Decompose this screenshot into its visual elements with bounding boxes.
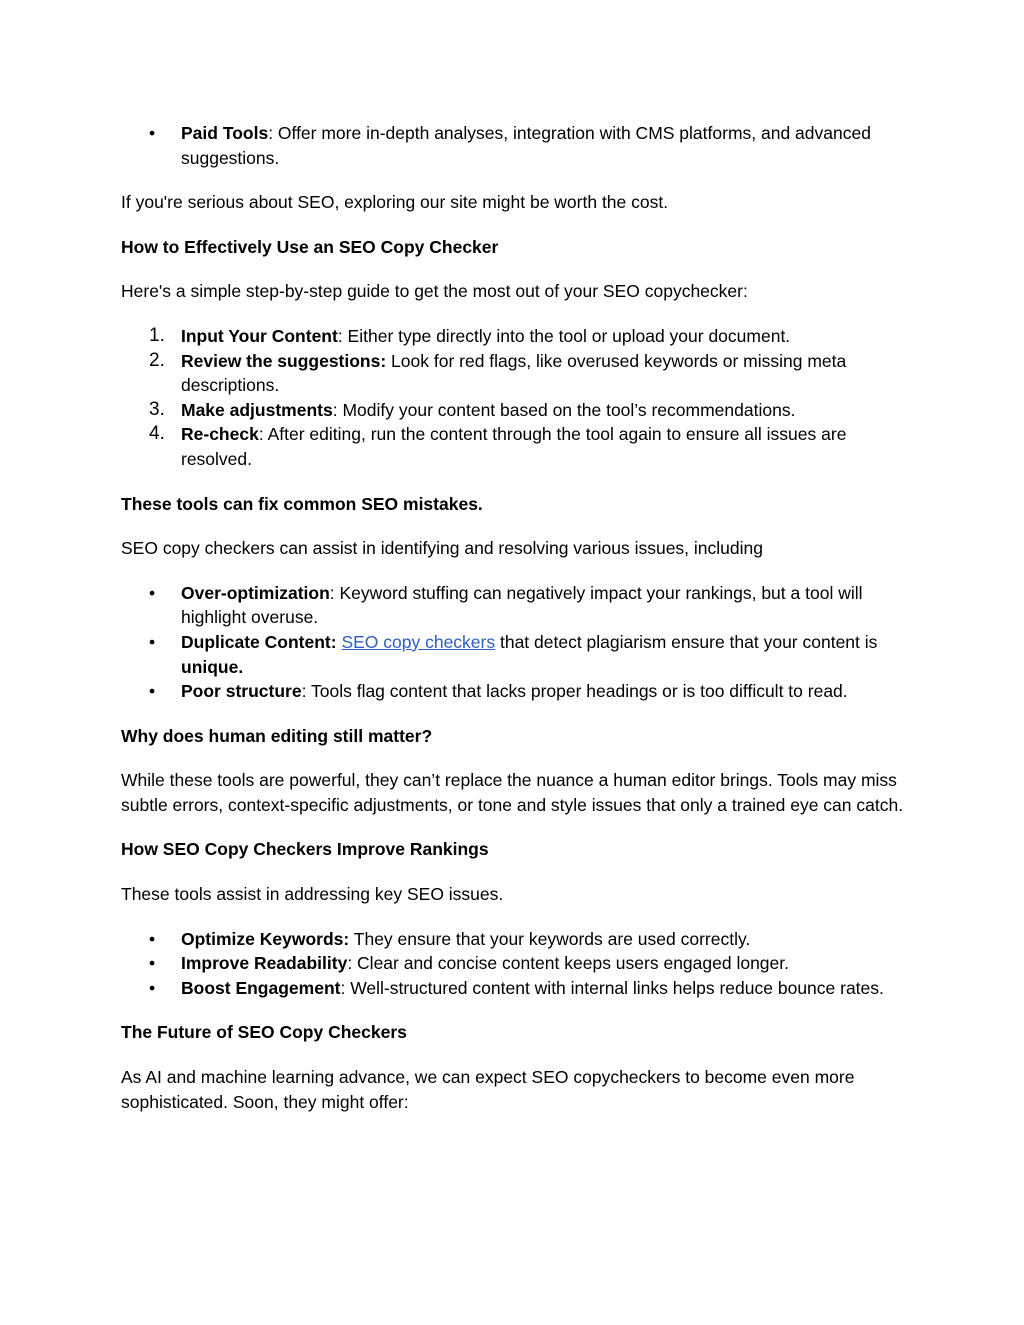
- list-item: [121, 121, 911, 170]
- rankings-list: [121, 927, 911, 1001]
- list-item-term: Duplicate Content:: [181, 631, 337, 652]
- list-item: [121, 324, 911, 349]
- list-item-term: Over-optimization: [181, 582, 330, 603]
- paragraph-future: As AI and machine learning advance, we can expect SEO copycheckers to become even more sophisticated. Soon, they might offer:: [121, 1067, 855, 1112]
- paragraph-guide: Here's a simple step-by-step guide to get the most out of your SEO copychecker:: [121, 281, 748, 302]
- heading-human-editing: Why does human editing still matter?: [121, 725, 433, 746]
- list-item-text: : Well-structured content with internal links helps reduce bounce rates.: [340, 977, 884, 998]
- list-item-text: : Tools flag content that lacks proper headings or is too difficult to read.: [301, 681, 848, 702]
- heading-effective-use: How to Effectively Use an SEO Copy Checker: [121, 236, 499, 257]
- list-item-text: that detect plagiarism ensure that your content is: [495, 631, 878, 652]
- list-item-text: : After editing, run the content through the tool again to ensure all issues are resolved.: [181, 424, 847, 469]
- step-number: 2.: [149, 349, 165, 371]
- list-item-term: Paid Tools: [181, 123, 269, 143]
- list-item-text: : Keyword stuffing can negatively impact your rankings, but a tool will highlight overuse.: [181, 582, 863, 628]
- bullet-marker: •: [149, 123, 156, 143]
- list-item: [121, 581, 911, 630]
- bullet-marker: •: [149, 977, 156, 998]
- bullet-marker: •: [149, 681, 156, 702]
- bullet-marker: •: [149, 928, 156, 949]
- list-item-emphasis: unique.: [181, 656, 244, 677]
- step-number: 3.: [149, 398, 165, 420]
- paid-tools-list: [121, 121, 911, 170]
- list-item: [121, 976, 911, 1001]
- paragraph-human: While these tools are powerful, they can’t replace the nuance a human editor brings. Tools may miss subtle errors, context-specific adjustments, or tone and style issues that only a trained eye can catch.: [121, 770, 904, 815]
- document-body: [121, 121, 911, 1134]
- paragraph-assist: SEO copy checkers can assist in identifying and resolving various issues, including: [121, 538, 763, 559]
- list-item-term: Boost Engagement: [181, 977, 341, 998]
- list-item-text: : Modify your content based on the tool’s recommendations.: [332, 399, 796, 420]
- steps-list: [121, 324, 911, 472]
- list-item: [121, 349, 911, 398]
- list-item-text: Look for red flags, like overused keywords or missing meta descriptions.: [181, 350, 847, 396]
- list-item-text: They ensure that your keywords are used correctly.: [349, 928, 751, 949]
- mistakes-list: [121, 581, 911, 704]
- list-item-term: Make adjustments: [181, 399, 333, 420]
- heading-fix-mistakes: These tools can fix common SEO mistakes.: [121, 493, 483, 514]
- list-item: [121, 398, 911, 423]
- list-item: [121, 422, 911, 471]
- list-item-text: : Clear and concise content keeps users engaged longer.: [347, 953, 789, 974]
- bullet-marker: •: [149, 953, 156, 974]
- step-number: 4.: [149, 423, 165, 445]
- list-item: [121, 679, 911, 704]
- list-item-term: Re-check: [181, 424, 259, 445]
- heading-improve-rankings: How SEO Copy Checkers Improve Rankings: [121, 839, 489, 860]
- list-item-text: : Offer more in-depth analyses, integration with CMS platforms, and advanced suggestions.: [181, 123, 871, 168]
- step-number: 1.: [149, 324, 165, 346]
- list-item-term: Poor structure: [181, 681, 302, 702]
- list-item-term: Review the suggestions:: [181, 350, 387, 371]
- list-item-term: Improve Readability: [181, 953, 348, 974]
- heading-future: The Future of SEO Copy Checkers: [121, 1022, 407, 1043]
- list-item-term: Optimize Keywords:: [181, 928, 350, 949]
- paragraph-rankings: These tools assist in addressing key SEO issues.: [121, 884, 504, 905]
- bullet-marker: •: [149, 631, 156, 652]
- seo-copy-checkers-link[interactable]: SEO copy checkers: [341, 631, 496, 652]
- list-item: [121, 630, 911, 679]
- list-item: [121, 951, 911, 976]
- list-item: [121, 927, 911, 952]
- list-item-text: : Either type directly into the tool or upload your document.: [337, 325, 791, 346]
- paragraph-serious: If you're serious about SEO, exploring our site might be worth the cost.: [121, 192, 669, 213]
- list-item-term: Input Your Content: [181, 325, 338, 346]
- bullet-marker: •: [149, 582, 156, 603]
